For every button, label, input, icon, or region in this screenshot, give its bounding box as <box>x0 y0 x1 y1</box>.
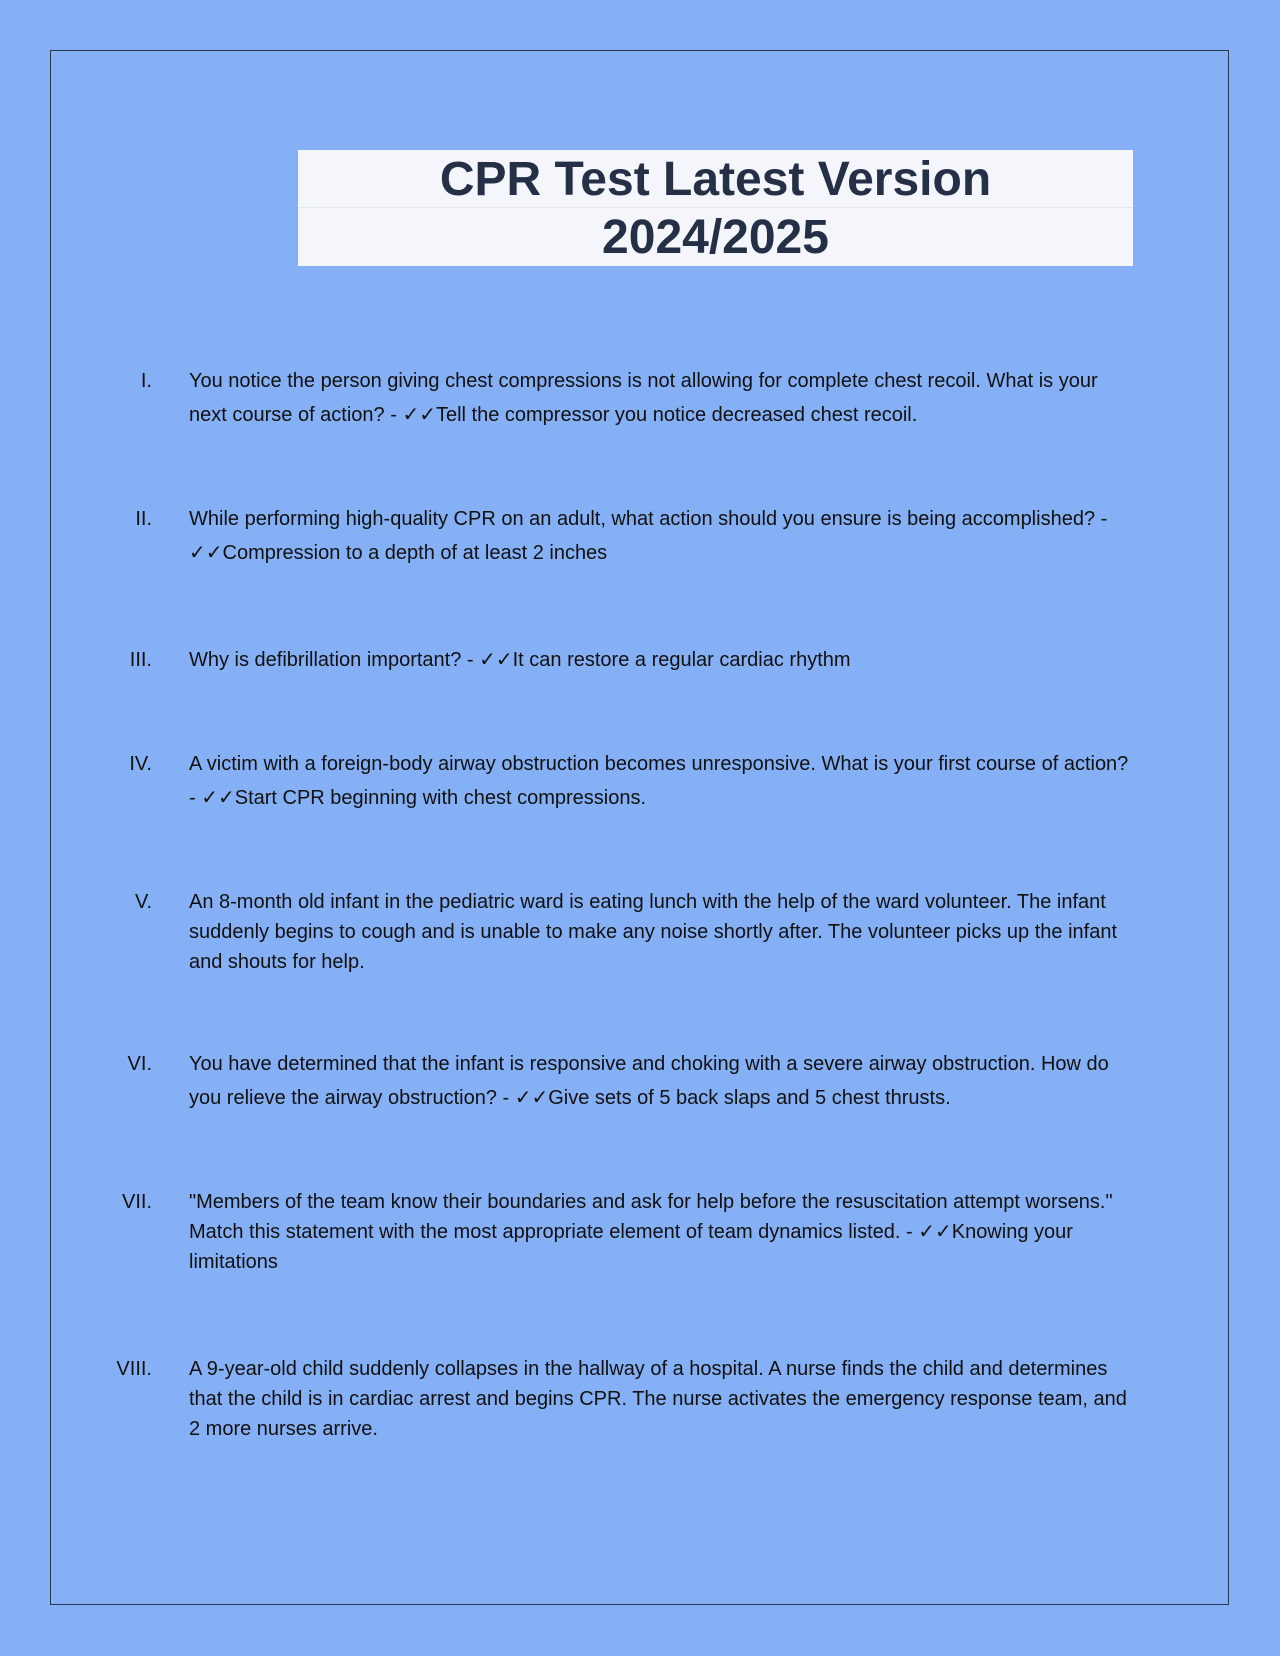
question-text: "Members of the team know their boundaries and ask for help before the resuscitation attempt worsens." Match this statement with the most appropriate element of team dynamics listed. - ✓✓Knowing your limitations <box>189 1191 1113 1273</box>
question-numeral: IV. <box>129 753 152 775</box>
question-text: Why is defibrillation important? - ✓✓It can restore a regular cardiac rhythm <box>189 649 851 671</box>
question-numeral: I. <box>140 370 152 392</box>
question-text: You notice the person giving chest compressions is not allowing for complete chest recoil. What is your next course of action? - ✓✓Tell the compressor you notice decreased chest recoil. <box>189 370 1098 426</box>
question-numeral: V. <box>134 891 152 913</box>
question-numeral: III. <box>129 649 152 671</box>
question-text: An 8-month old infant in the pediatric ward is eating lunch with the help of the ward volunteer. The infant suddenly begins to cough and is unable to make any noise shortly after. The volunteer picks up the infant and shouts for help. <box>189 891 1117 973</box>
question-numeral: VI. <box>127 1053 152 1075</box>
question-text: You have determined that the infant is responsive and choking with a severe airway obstruction. How do you relieve the airway obstruction? - ✓✓Give sets of 5 back slaps and 5 chest thrusts. <box>189 1053 1109 1109</box>
question-text: While performing high-quality CPR on an adult, what action should you ensure is being accomplished? - ✓✓Compression to a depth of at least 2 inches <box>189 508 1108 564</box>
question-text: A 9-year-old child suddenly collapses in the hallway of a hospital. A nurse finds the child and determines that the child is in cardiac arrest and begins CPR. The nurse activates the emergency response team, and 2 more nurses arrive. <box>189 1358 1127 1440</box>
title-box <box>298 150 1133 266</box>
document-title-line-1: CPR Test Latest Version <box>298 150 1133 208</box>
question-numeral: VIII. <box>116 1358 152 1380</box>
question-numeral: VII. <box>121 1191 152 1213</box>
document-title-line-2: 2024/2025 <box>602 211 829 264</box>
question-text: A victim with a foreign-body airway obstruction becomes unresponsive. What is your first course of action? - ✓✓Start CPR beginning with chest compressions. <box>189 753 1129 809</box>
question-numeral: II. <box>135 508 152 530</box>
